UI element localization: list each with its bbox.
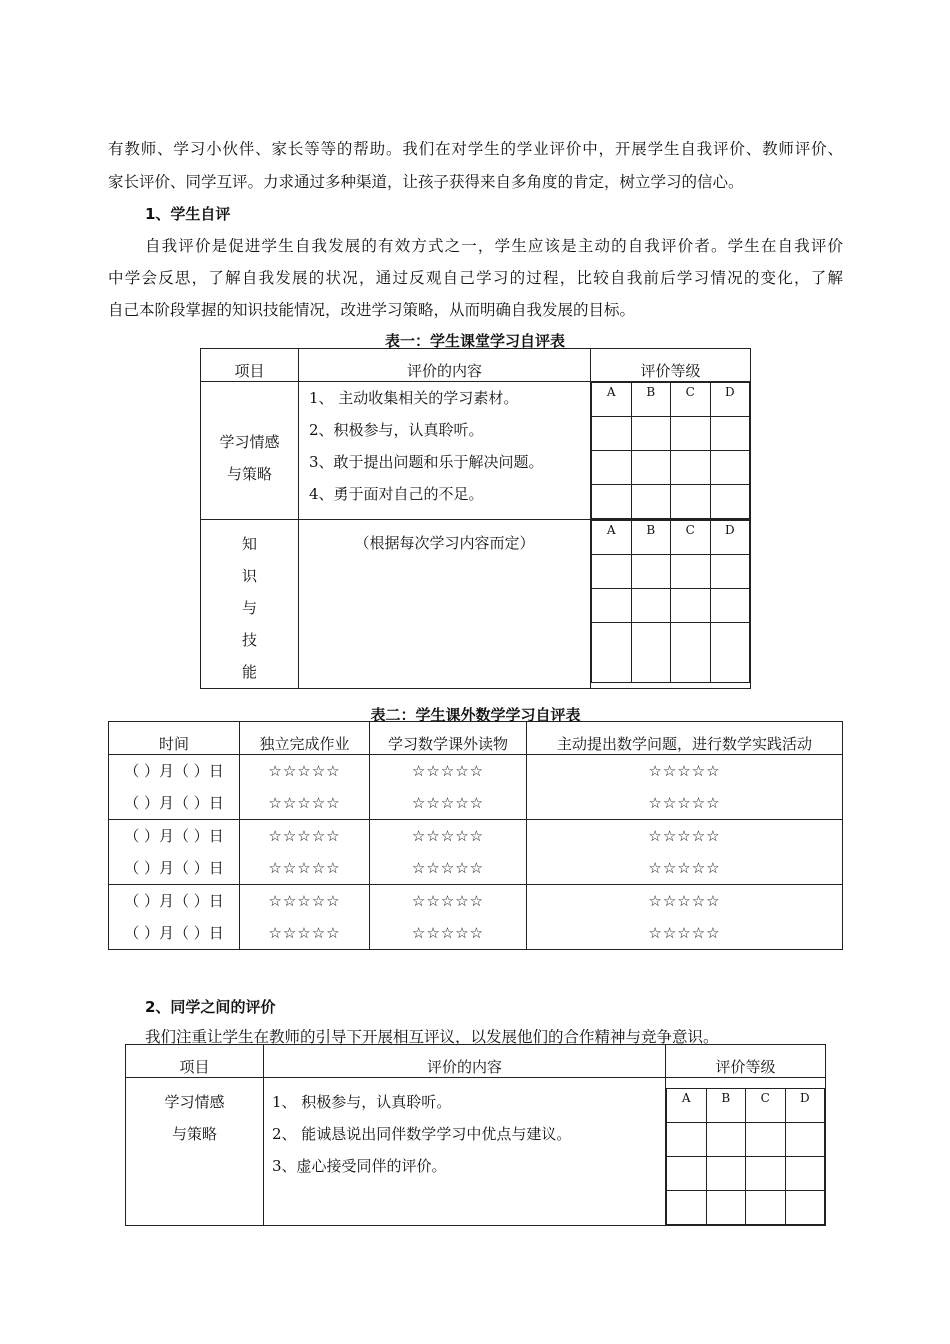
grade-cell[interactable] [631, 417, 671, 451]
table-3-header-content: 评价的内容 [264, 1045, 666, 1078]
grade-c-label: C [671, 383, 711, 417]
label-char: 技 [241, 631, 257, 649]
grade-cell[interactable] [667, 1123, 707, 1157]
table-2-reading-cell [370, 820, 527, 885]
table-1-row-1-grades [591, 382, 751, 520]
grade-cell[interactable] [710, 623, 750, 683]
label-char: 能 [241, 663, 257, 681]
section-1-para-line-2: 中学会反思，了解自我发展的状况，通过反观自己学习的过程，比较自我前后学习情况的变化，了解 [108, 269, 843, 287]
grade-b-label: B [706, 1089, 746, 1123]
table-3-label-line-1: 学习情感 [164, 1093, 225, 1111]
table-2-reading-cell [370, 885, 527, 950]
table-2 [108, 721, 843, 950]
star-rating[interactable]: ☆☆☆☆☆ [411, 892, 485, 910]
grade-cell[interactable] [671, 623, 711, 683]
grade-cell[interactable] [631, 555, 671, 589]
star-rating[interactable]: ☆☆☆☆☆ [648, 924, 721, 942]
table-2-date-cell [109, 885, 240, 950]
table-2-date-cell [109, 820, 240, 885]
intro-line-1: 有教师、学习小伙伴、家长等等的帮助。我们在对学生的学业评价中，开展学生自我评价、教师评价、 [108, 140, 843, 158]
star-rating[interactable]: ☆☆☆☆☆ [268, 794, 341, 812]
table-1-caption: 表一：学生课堂学习自评表 [384, 332, 565, 350]
star-rating[interactable]: ☆☆☆☆☆ [411, 924, 485, 942]
star-rating[interactable]: ☆☆☆☆☆ [268, 762, 341, 780]
table-3 [125, 1044, 826, 1226]
grade-cell[interactable] [710, 485, 750, 519]
table-2-homework-cell [240, 820, 370, 885]
table-3-header-item: 项目 [126, 1045, 264, 1078]
grade-cell[interactable] [671, 417, 711, 451]
intro-line-2: 家长评价、同学互评。力求通过多种渠道，让孩子获得来自多角度的肯定，树立学习的信心。 [108, 173, 744, 191]
grade-d-label: D [710, 521, 750, 555]
star-rating[interactable]: ☆☆☆☆☆ [411, 794, 485, 812]
grade-cell[interactable] [785, 1157, 825, 1191]
table-1-header-item: 项目 [201, 349, 299, 382]
table-1-header-content: 评价的内容 [299, 349, 591, 382]
grade-a-label: A [667, 1089, 707, 1123]
table-3-grades [666, 1078, 826, 1226]
table-1-row-2-content-text: （根据每次学习内容而定） [354, 534, 535, 552]
grade-cell[interactable] [746, 1191, 786, 1225]
table-1-item-3: 3、敢于提出问题和乐于解决问题。 [309, 453, 544, 471]
grade-cell[interactable] [706, 1123, 746, 1157]
star-rating[interactable]: ☆☆☆☆☆ [411, 859, 485, 877]
grade-cell[interactable] [667, 1157, 707, 1191]
table-1-row-2-label [201, 520, 299, 689]
table-1-row-1-label-line-1: 学习情感 [219, 433, 280, 451]
table-1-row-1-label-line-2: 与策略 [226, 465, 272, 483]
grade-cell[interactable] [631, 451, 671, 485]
table-2-reading-cell [370, 755, 527, 820]
table-3-header-grade: 评价等级 [666, 1045, 826, 1078]
table-2-row-2 [109, 820, 843, 885]
table-3-item-1: 1、 积极参与，认真聆听。 [272, 1093, 452, 1111]
table-2-caption: 表二：学生课外数学学习自评表 [370, 706, 581, 724]
table-2-header-reading: 学习数学课外读物 [370, 722, 527, 755]
grade-b-label: B [631, 521, 671, 555]
table-1-row-2-grades [591, 520, 751, 689]
grade-cell[interactable] [671, 589, 711, 623]
table-1-item-4: 4、勇于面对自己的不足。 [309, 485, 484, 503]
table-2-practice-cell [527, 755, 843, 820]
section-2-para: 我们注重让学生在教师的引导下开展相互评议，以发展他们的合作精神与竞争意识。 [145, 1028, 719, 1046]
section-2-heading: 2、同学之间的评价 [145, 998, 276, 1016]
grade-cell[interactable] [710, 555, 750, 589]
table-1-row-2-content [299, 520, 591, 689]
grade-cell[interactable] [706, 1191, 746, 1225]
table-2-header-time: 时间 [109, 722, 240, 755]
star-rating[interactable]: ☆☆☆☆☆ [648, 892, 721, 910]
grade-cell[interactable] [706, 1157, 746, 1191]
grade-cell[interactable] [592, 417, 632, 451]
date-field[interactable]: （ ）月（ ）日 [124, 924, 224, 942]
grade-b-label: B [631, 383, 671, 417]
table-2-practice-cell [527, 885, 843, 950]
star-rating[interactable]: ☆☆☆☆☆ [648, 794, 721, 812]
star-rating[interactable]: ☆☆☆☆☆ [648, 859, 721, 877]
label-char: 识 [241, 567, 257, 585]
star-rating[interactable]: ☆☆☆☆☆ [648, 762, 721, 780]
star-rating[interactable]: ☆☆☆☆☆ [268, 827, 341, 845]
table-2-row-3 [109, 885, 843, 950]
grade-a-label: A [592, 521, 632, 555]
table-2-date-cell [109, 755, 240, 820]
table-3-content [264, 1078, 666, 1226]
grade-cell[interactable] [631, 589, 671, 623]
grade-cell[interactable] [671, 555, 711, 589]
table-2-row-1 [109, 755, 843, 820]
grade-d-label: D [785, 1089, 825, 1123]
table-1-row-1-content [299, 382, 591, 520]
grade-cell[interactable] [746, 1123, 786, 1157]
section-1-para-line-1: 自我评价是促进学生自我发展的有效方式之一，学生应该是主动的自我评价者。学生在自我评价 [145, 237, 843, 255]
star-rating[interactable]: ☆☆☆☆☆ [268, 892, 341, 910]
table-2-header-homework: 独立完成作业 [240, 722, 370, 755]
table-1 [200, 348, 751, 689]
grade-cell[interactable] [631, 623, 671, 683]
table-2-header-practice: 主动提出数学问题，进行数学实践活动 [527, 722, 843, 755]
table-2-homework-cell [240, 755, 370, 820]
date-field[interactable]: （ ）月（ ）日 [124, 859, 224, 877]
table-1-item-1: 1、 主动收集相关的学习素材。 [309, 389, 519, 407]
grade-d-label: D [710, 383, 750, 417]
grade-cell[interactable] [592, 485, 632, 519]
date-field[interactable]: （ ）月（ ）日 [124, 892, 224, 910]
grade-cell[interactable] [671, 485, 711, 519]
star-rating[interactable]: ☆☆☆☆☆ [268, 859, 341, 877]
table-1-row-1-label [201, 382, 299, 520]
grade-cell[interactable] [631, 485, 671, 519]
section-1-para-line-3: 自己本阶段掌握的知识技能情况，改进学习策略，从而明确自我发展的目标。 [108, 301, 636, 319]
date-field[interactable]: （ ）月（ ）日 [124, 827, 224, 845]
grade-cell[interactable] [667, 1191, 707, 1225]
table-3-label [126, 1078, 264, 1226]
table-3-item-3: 3、虚心接受同伴的评价。 [272, 1157, 447, 1175]
grade-cell[interactable] [710, 417, 750, 451]
star-rating[interactable]: ☆☆☆☆☆ [648, 827, 721, 845]
table-3-label-line-2: 与策略 [171, 1125, 217, 1143]
section-1-heading: 1、学生自评 [145, 205, 231, 223]
date-field[interactable]: （ ）月（ ）日 [124, 762, 224, 780]
table-1-header-grade: 评价等级 [591, 349, 751, 382]
grade-cell[interactable] [710, 589, 750, 623]
grade-cell[interactable] [785, 1191, 825, 1225]
star-rating[interactable]: ☆☆☆☆☆ [411, 827, 485, 845]
grade-cell[interactable] [592, 451, 632, 485]
grade-cell[interactable] [785, 1123, 825, 1157]
table-1-item-2: 2、积极参与，认真聆听。 [309, 421, 484, 439]
grade-cell[interactable] [746, 1157, 786, 1191]
grade-c-label: C [671, 521, 711, 555]
date-field[interactable]: （ ）月（ ）日 [124, 794, 224, 812]
star-rating[interactable]: ☆☆☆☆☆ [411, 762, 485, 780]
star-rating[interactable]: ☆☆☆☆☆ [268, 924, 341, 942]
grade-cell[interactable] [592, 623, 632, 683]
label-char: 知 [241, 535, 257, 553]
label-char: 与 [241, 599, 257, 617]
grade-cell[interactable] [710, 451, 750, 485]
table-3-item-2: 2、 能诚恳说出同伴数学学习中优点与建议。 [272, 1125, 572, 1143]
table-2-practice-cell [527, 820, 843, 885]
grade-cell[interactable] [592, 555, 632, 589]
grade-c-label: C [746, 1089, 786, 1123]
grade-cell[interactable] [592, 589, 632, 623]
grade-cell[interactable] [671, 451, 711, 485]
grade-a-label: A [592, 383, 632, 417]
table-2-homework-cell [240, 885, 370, 950]
